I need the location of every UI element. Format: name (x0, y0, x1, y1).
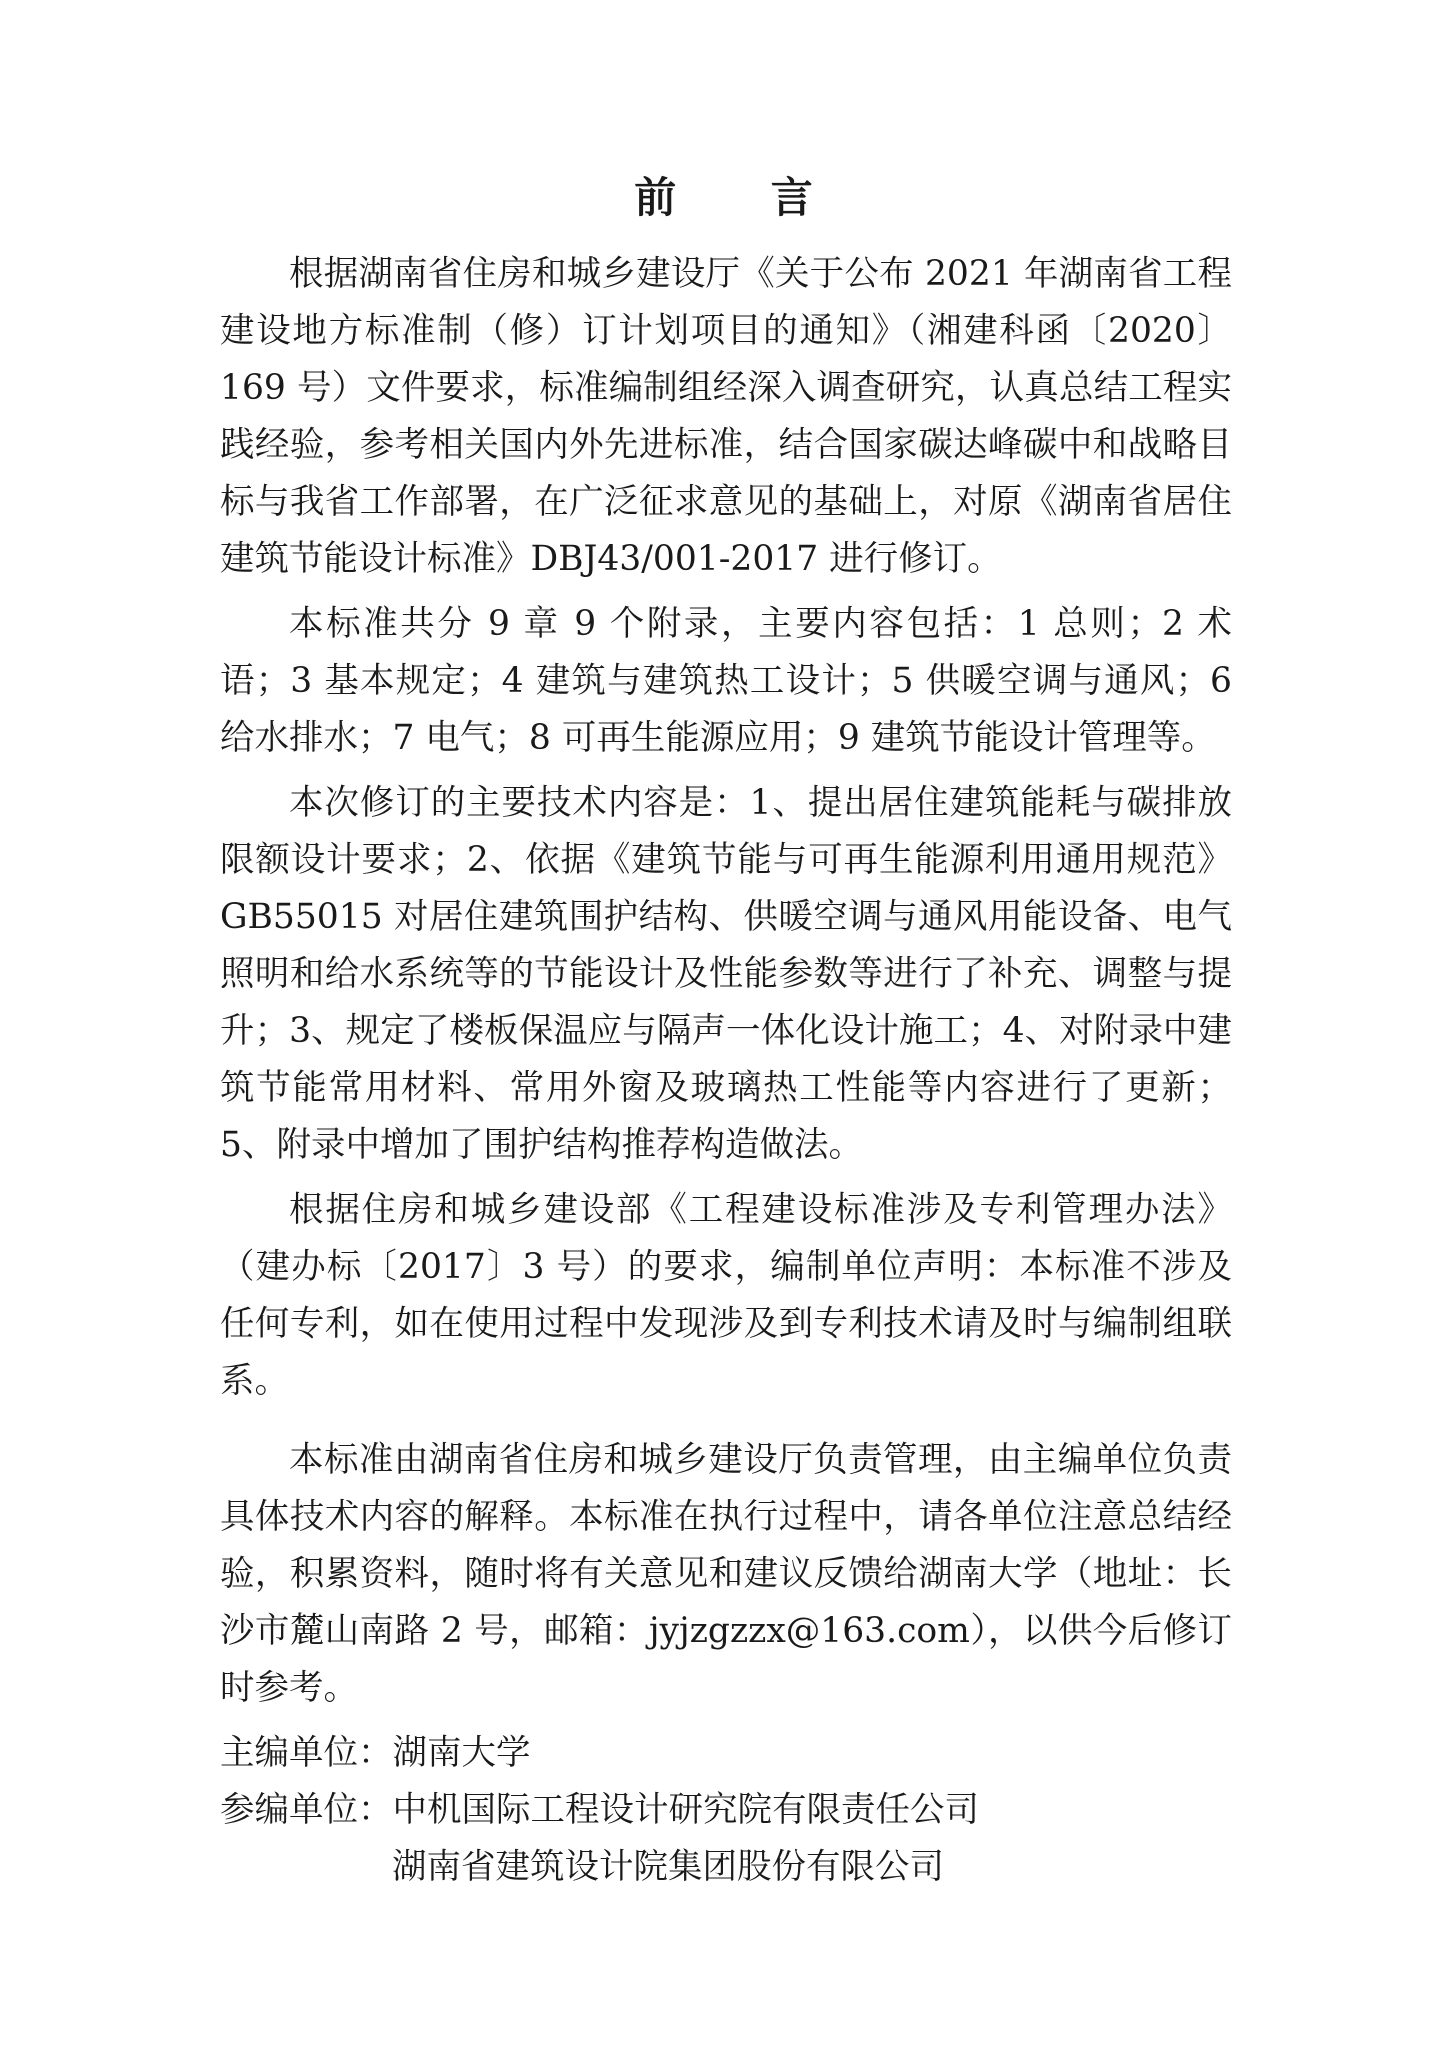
participants-line (220, 1782, 1232, 1839)
paragraph-chapters: 本标准共分 9 章 9 个附录，主要内容包括：1 总则；2 术语；3 基本规定；4 建筑与建筑热工设计；5 供暖空调与通风；6 给水排水；7 电气；8 可再生能源应用；9 建筑节能设计管理等。 (220, 604, 1232, 758)
chief-editor-label: 主编单位： (220, 1733, 393, 1773)
participant-name: 湖南省建筑设计院集团股份有限公司 (392, 1847, 944, 1887)
paragraph-patents: 根据住房和城乡建设部《工程建设标准涉及专利管理办法》（建办标〔2017〕3 号）的要求，编制单位声明：本标准不涉及任何专利，如在使用过程中发现涉及到专利技术请及时与编制组联系。 (220, 1190, 1232, 1401)
chief-editor-name: 湖南大学 (392, 1733, 531, 1773)
paragraph-background: 根据湖南省住房和城乡建设厅《关于公布 2021 年湖南省工程建设地方标准制（修）订计划项目的通知》（湘建科函〔2020〕169 号）文件要求，标准编制组经深入调查研究，认真总结工程实践经验，参考相关国内外先进标准，结合国家碳达峰碳中和战略目标与我省工作部署，在广泛征求意见的基础上，对原《湖南省居住建筑节能设计标准》DBJ43/001-2017 进行修订。 (220, 254, 1232, 579)
paragraph-management: 本标准由湖南省住房和城乡建设厅负责管理，由主编单位负责具体技术内容的解释。本标准在执行过程中，请各单位注意总结经验，积累资料，随时将有关意见和建议反馈给湖南大学（地址：长沙市麓山南路 2 号，邮箱：jyjzgzzx@163.com），以供今后修订时参考。 (220, 1440, 1232, 1708)
page-title: 前 言 (634, 173, 853, 222)
document-body (220, 246, 1232, 1896)
participant-name: 中机国际工程设计研究院有限责任公司 (392, 1790, 979, 1830)
chief-editor-line (220, 1725, 1232, 1782)
paragraph-revisions: 本次修订的主要技术内容是：1、提出居住建筑能耗与碳排放限额设计要求；2、依据《建筑节能与可再生能源利用通用规范》GB55015 对居住建筑围护结构、供暖空调与通风用能设备、电气照明和给水系统等的节能设计及性能参数等进行了补充、调整与提升；3、规定了楼板保温应与隔声一体化设计施工；4、对附录中建筑节能常用材料、常用外窗及玻璃热工性能等内容进行了更新；5、附录中增加了围护结构推荐构造做法。 (220, 783, 1232, 1165)
participants-label: 参编单位： (220, 1790, 393, 1830)
